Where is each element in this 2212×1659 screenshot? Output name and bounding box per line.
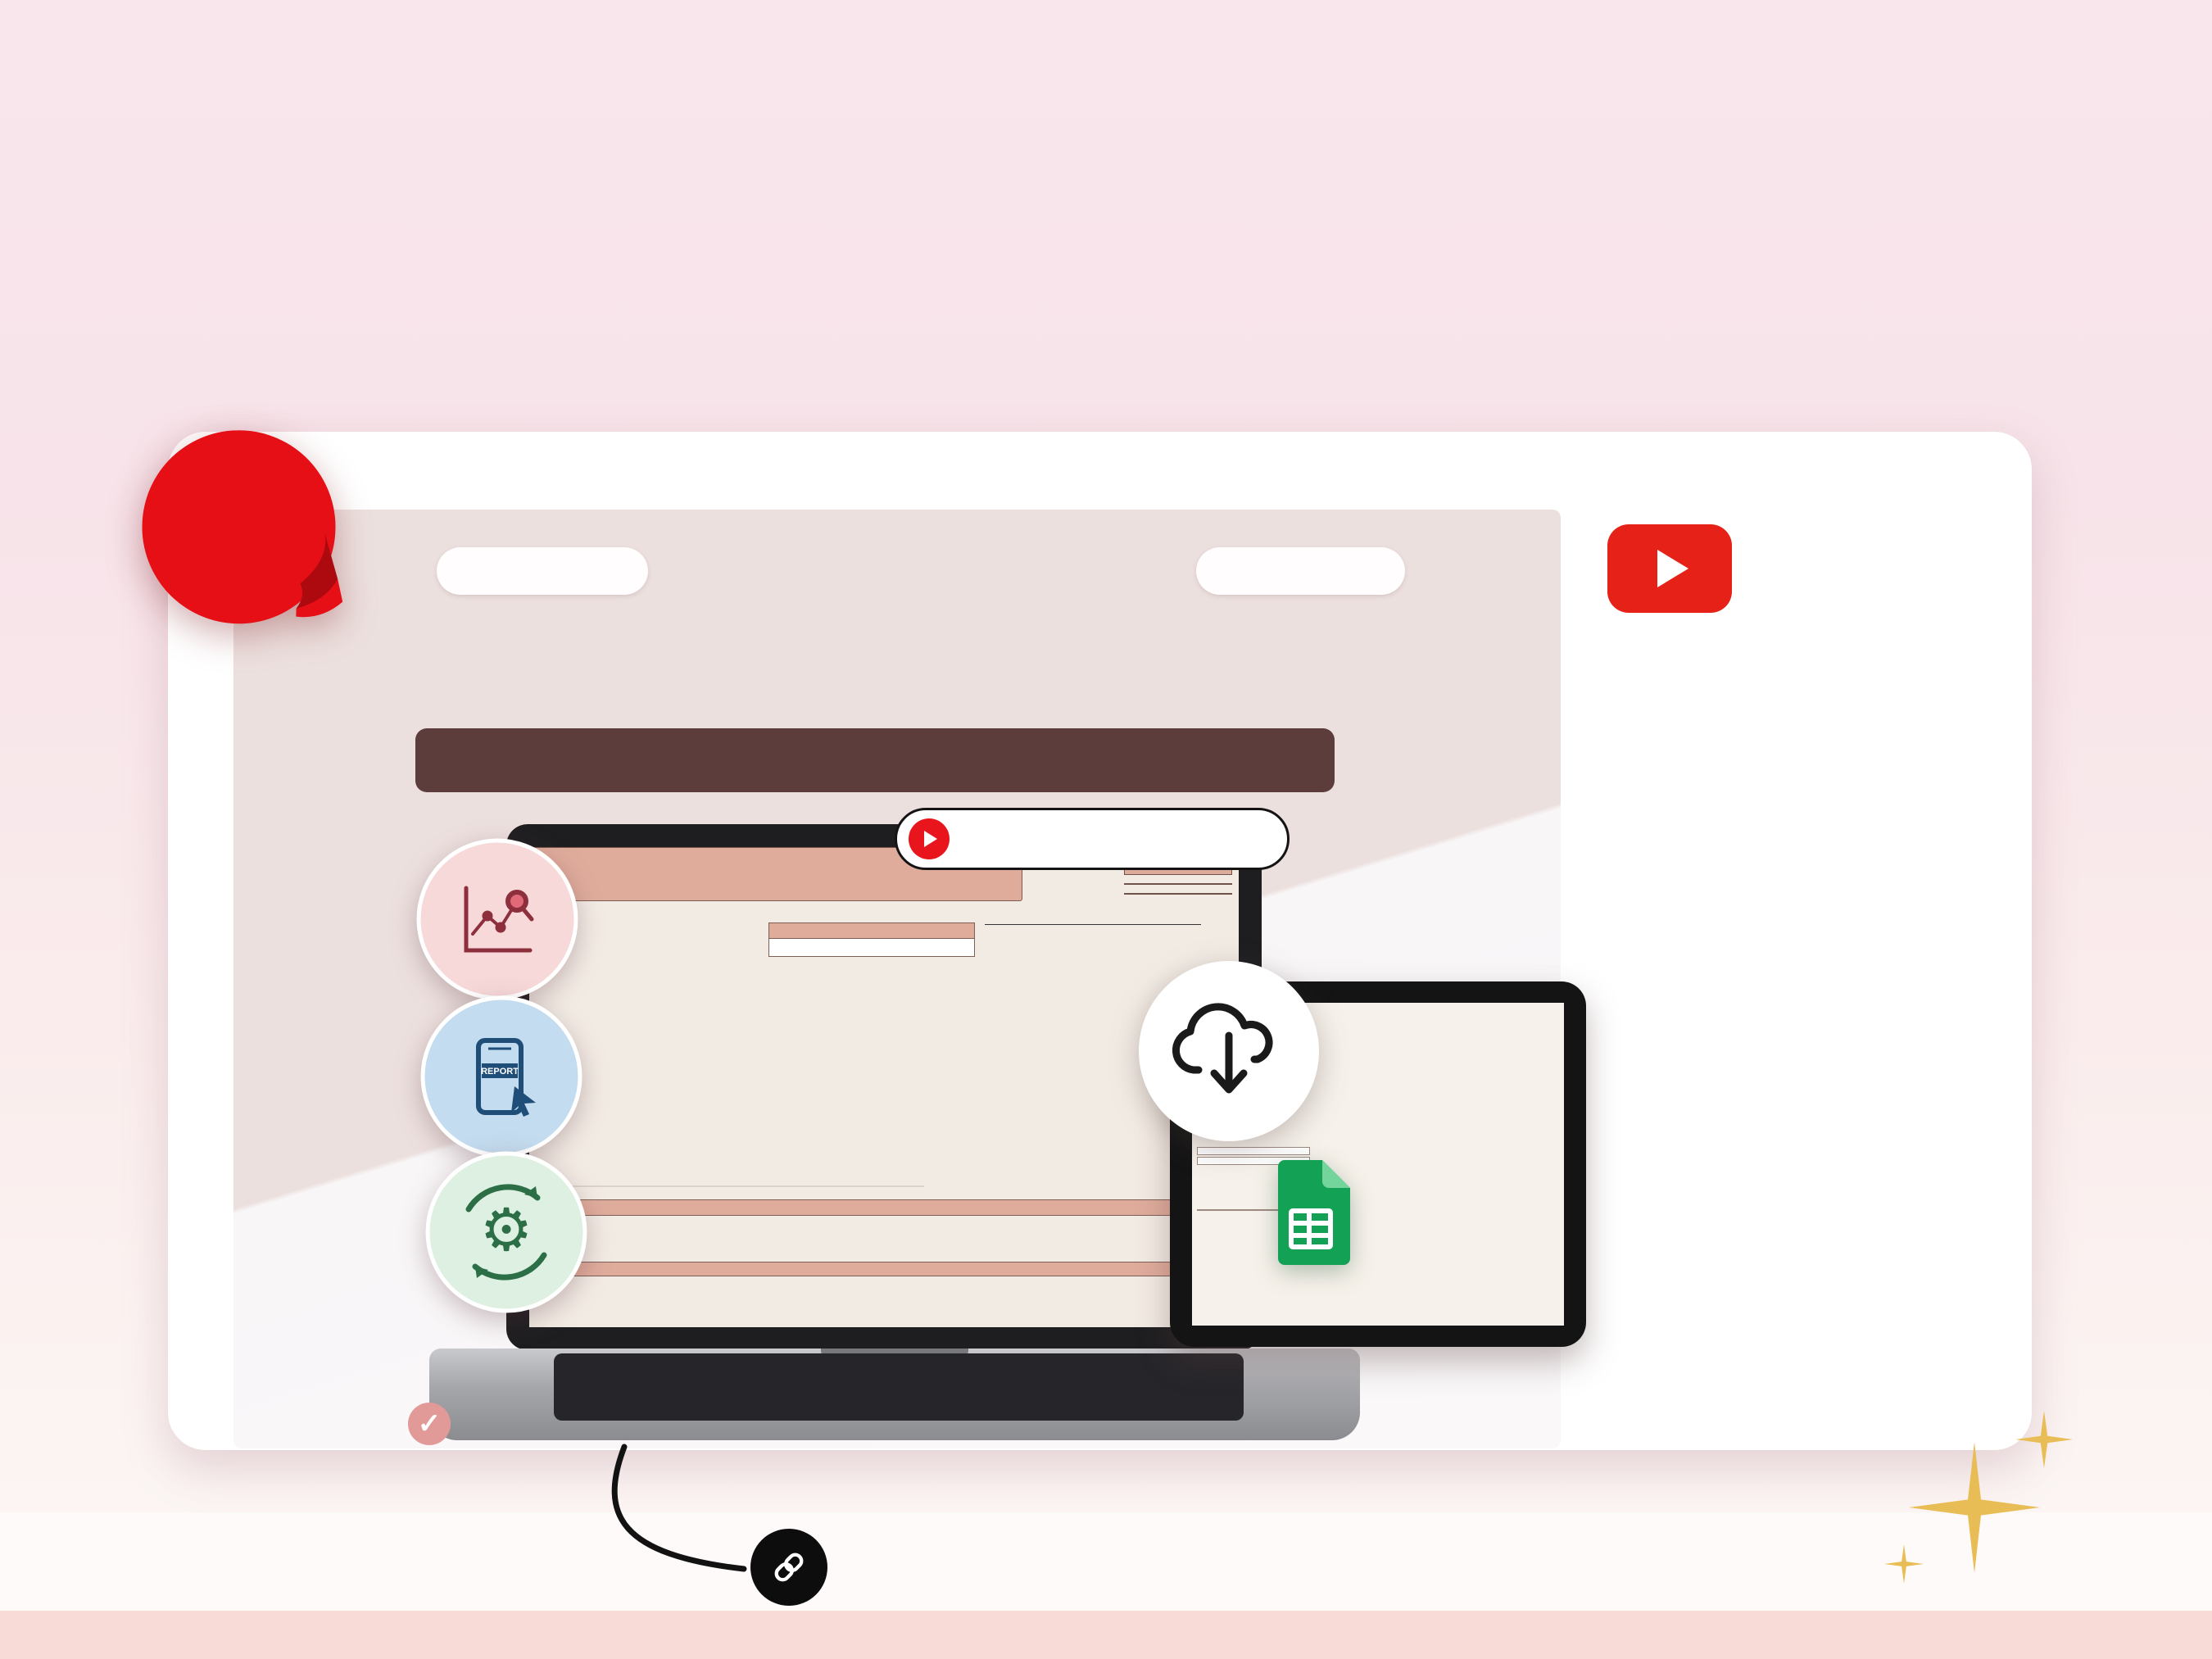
sparkle-icon [1884, 1544, 1924, 1584]
link-band [0, 1512, 2212, 1611]
sticker-report-generator [419, 995, 583, 1158]
symptom-select-dropdown[interactable] [768, 939, 975, 957]
cycle-strip [1313, 1147, 1559, 1155]
severe-header [557, 1262, 1201, 1276]
sparkle-icon [2015, 1411, 2073, 1468]
overview-section [557, 1199, 1201, 1216]
cycle-strip-label [1197, 1147, 1310, 1155]
laptop-keyboard [554, 1353, 1244, 1421]
platform-pill [437, 547, 648, 595]
sticker-correlation-analyzer [415, 837, 579, 1001]
svg-text:REPORT: REPORT [481, 1067, 519, 1077]
google-sheets-icon [1271, 1160, 1350, 1265]
chain-link-icon [768, 1546, 810, 1589]
product-footnote [408, 1403, 467, 1445]
flow-strip [1313, 1157, 1559, 1165]
calendar-october [1124, 883, 1232, 885]
svg-text:⚙: ⚙ [479, 1195, 533, 1264]
stat-sleep [694, 848, 858, 900]
dashboard-screen [529, 847, 1239, 1327]
track-banner [415, 728, 1335, 792]
footer-bar [0, 1611, 2212, 1659]
check-icon: ✓ [408, 1403, 451, 1445]
severe-section [557, 1262, 1201, 1276]
overview-header [557, 1199, 1201, 1216]
tabs-pill [1196, 547, 1405, 595]
play-icon [909, 818, 950, 859]
bestseller-badge [123, 414, 360, 651]
sticker-fully-automated [424, 1150, 588, 1314]
link-icon[interactable] [750, 1529, 827, 1606]
symptom-select [768, 922, 975, 957]
correlation-title [985, 922, 1201, 925]
instant-download-badge [1135, 957, 1323, 1145]
youtube-icon[interactable] [1607, 524, 1732, 613]
correlation-panel [985, 922, 1201, 927]
correlation-chart [554, 968, 924, 1188]
laptop-base [429, 1349, 1360, 1440]
youtube-tutorial-pill[interactable] [895, 808, 1290, 870]
symptom-select-header [768, 922, 975, 939]
calendar-january [1124, 893, 1232, 895]
